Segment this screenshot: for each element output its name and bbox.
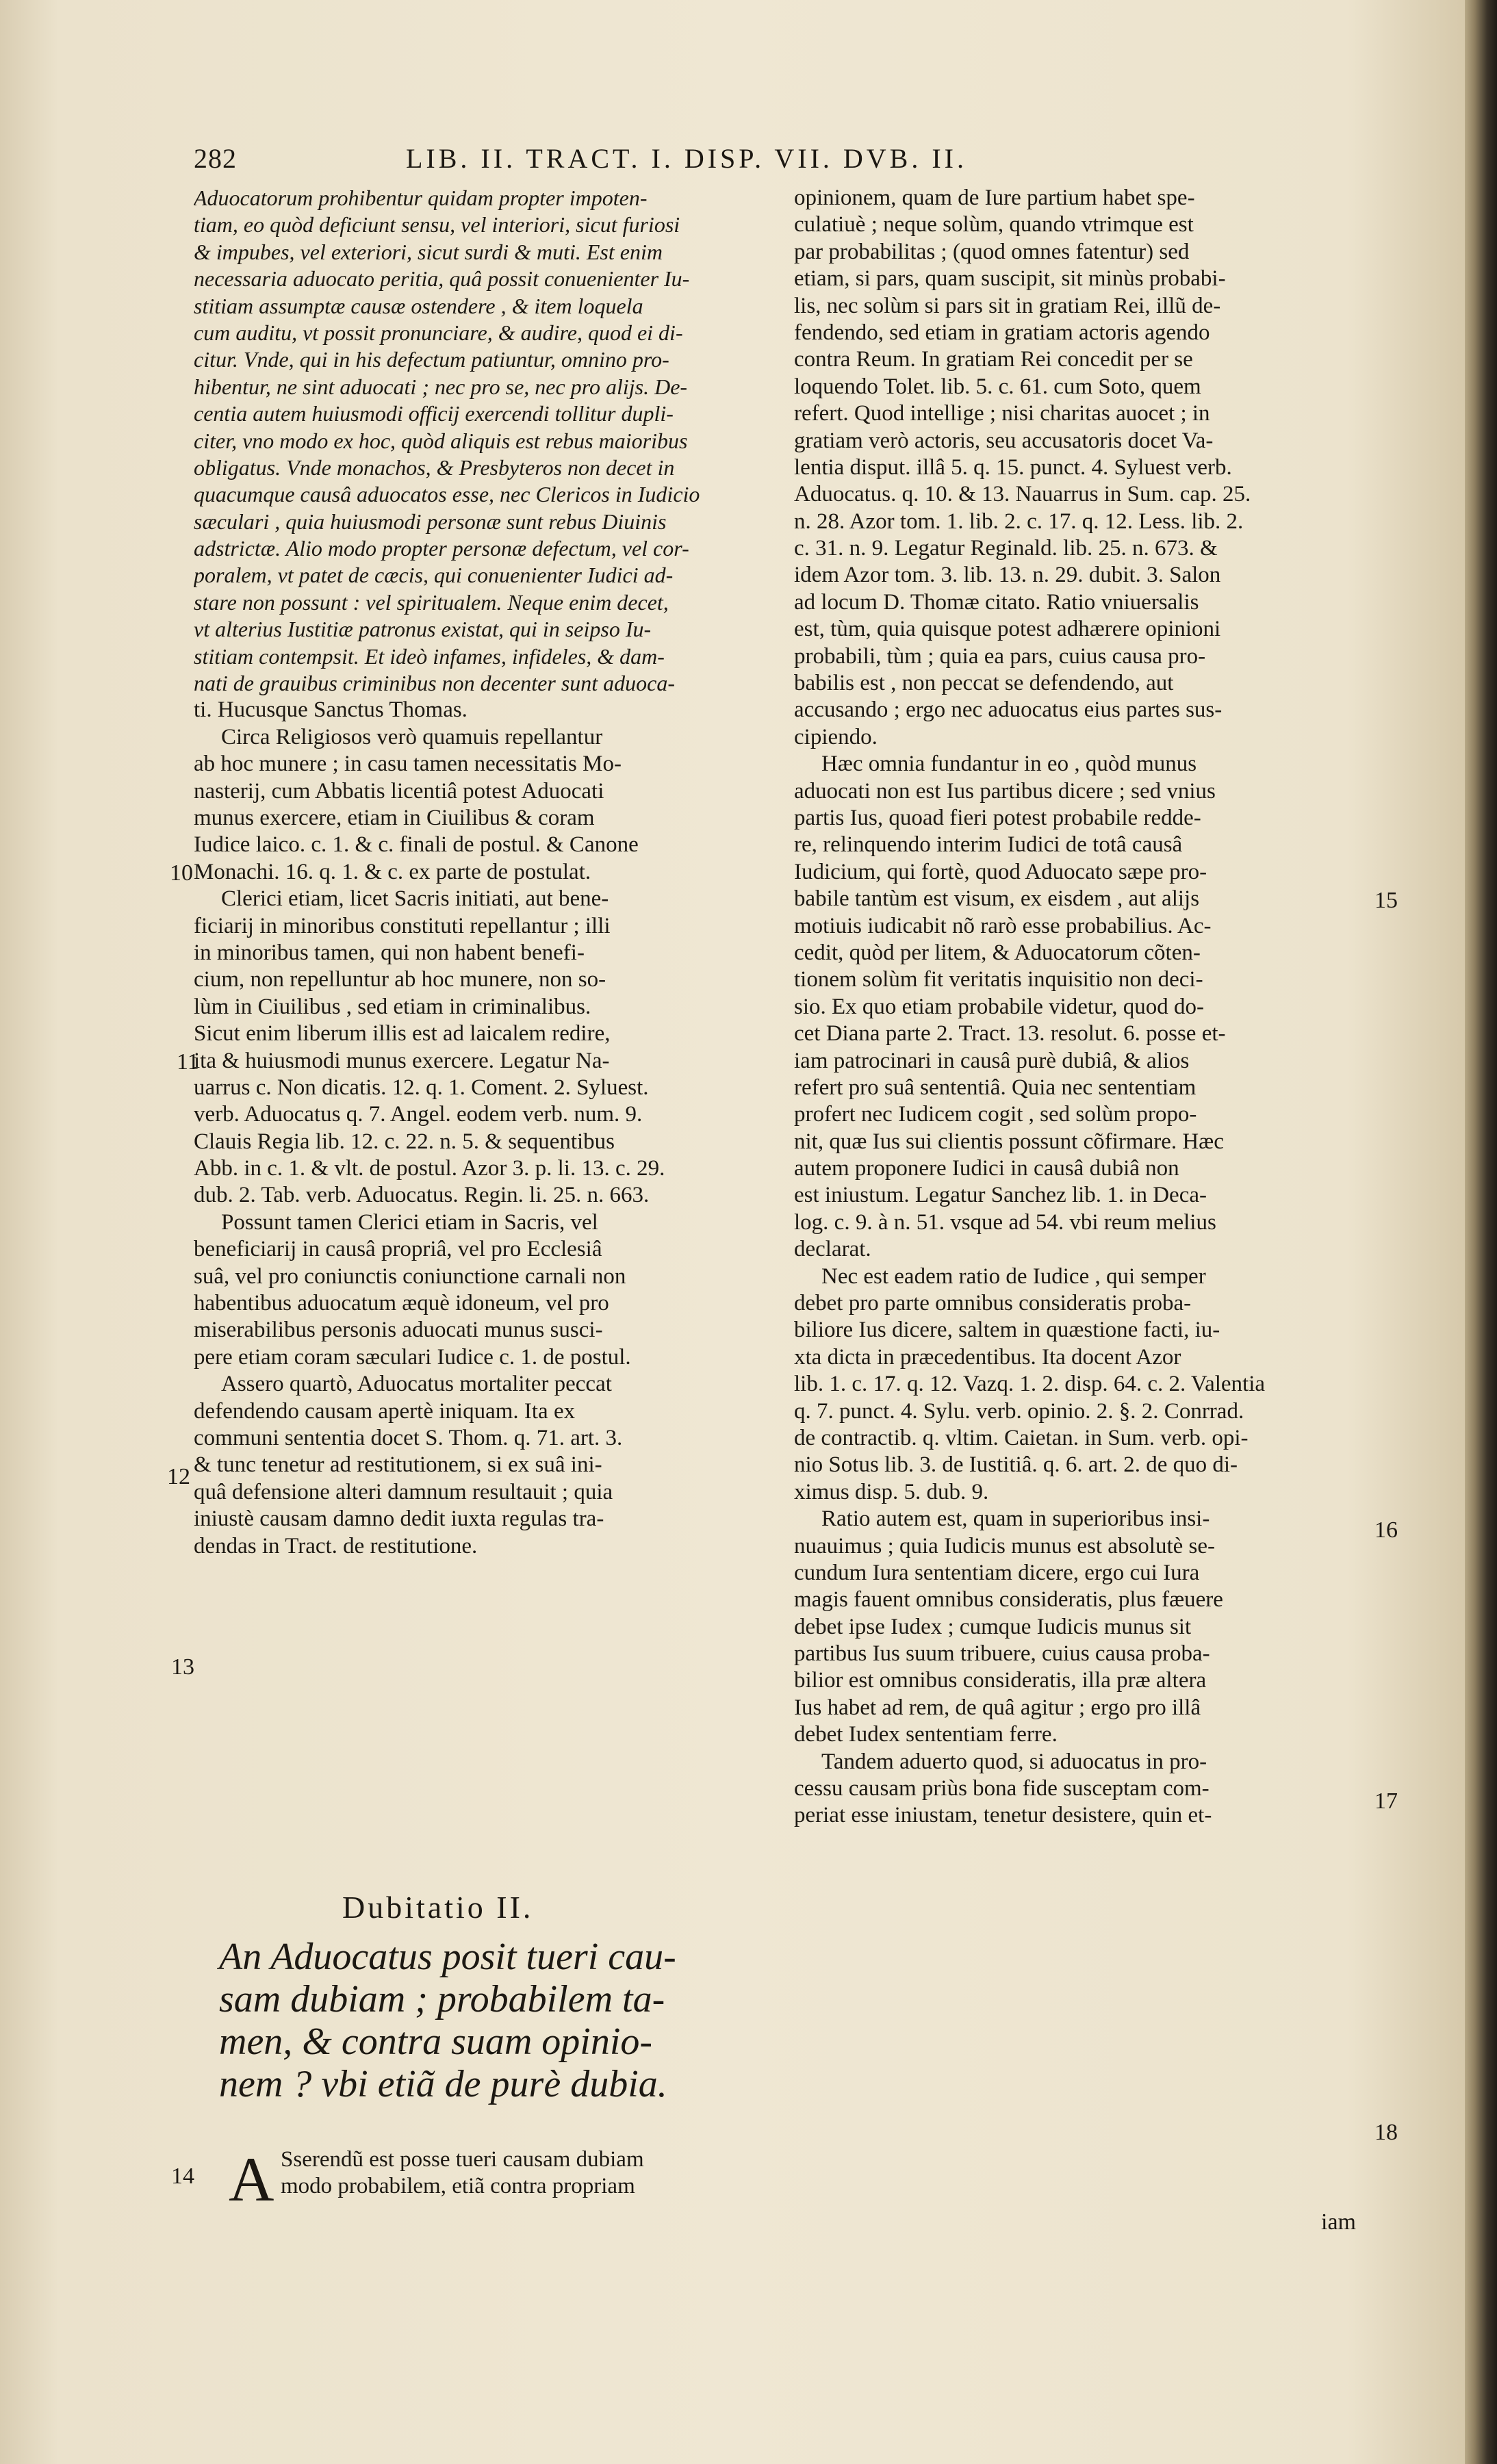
text-line: cum auditu, vt possit pronunciare, & audire, quod ei di- <box>194 320 683 345</box>
text-line: idem Azor tom. 3. lib. 13. n. 29. dubit. 3. Salon <box>794 563 1221 588</box>
text-line: poralem, vt patet de cæcis, qui conuenienter Iudici ad- <box>194 563 674 588</box>
left-column-text <box>194 185 769 1560</box>
text-line: lùm in Ciuilibus , sed etiam in criminalibus. <box>194 994 591 1019</box>
text-line: cium, non repelluntur ab hoc munere, non so- <box>194 967 606 992</box>
text-line: & impubes, vel exteriori, sicut surdi & muti. Est enim <box>194 239 663 264</box>
marginal-number: 17 <box>1374 1788 1398 1814</box>
text-line: q. 7. punct. 4. Sylu. verb. opinio. 2. §. 2. Conrrad. <box>794 1398 1244 1424</box>
text-line: Clauis Regia lib. 12. c. 22. n. 5. & sequentibus <box>194 1129 615 1154</box>
text-line: dub. 2. Tab. verb. Aduocatus. Regin. li. 25. n. 663. <box>194 1183 650 1208</box>
text-line: motiuis iudicabit nõ rarò esse probabilius. Ac- <box>794 913 1212 938</box>
text-line: biliore Ius dicere, saltem in quæstione facti, iu- <box>794 1318 1220 1343</box>
text-line: necessaria aduocato peritia, quâ possit conuenienter Iu- <box>194 266 690 292</box>
marginal-number: 18 <box>1374 2120 1398 2145</box>
text-line: uarrus c. Non dicatis. 12. q. 1. Coment. 2. Syluest. <box>194 1075 649 1100</box>
text-line: ab hoc munere ; in casu tamen necessitatis Mo- <box>194 752 622 777</box>
text-line: Nec est eadem ratio de Iudice , qui semper <box>821 1263 1206 1289</box>
text-line: quacumque causâ aduocatos esse, nec Clericos in Iudicio <box>194 482 700 507</box>
text-line: nio Sotus lib. 3. de Iustitiâ. q. 6. art. 2. de quo di- <box>794 1452 1238 1478</box>
text-line: Iudicium, qui fortè, quod Aduocato sæpe pro- <box>794 859 1207 884</box>
text-line: est, tùm, quia quisque potest adhærere opinioni <box>794 617 1221 642</box>
text-line: vt alterius Iustitiæ patronus existat, qui in seipso Iu- <box>194 617 652 642</box>
text-line: Hæc omnia fundantur in eo , quòd munus <box>821 752 1197 777</box>
text-line: Iudice laico. c. 1. & c. finali de postul. & Canone <box>194 832 639 858</box>
running-header <box>194 142 1152 183</box>
text-line: magis fauent omnibus consideratis, plus fæuere <box>794 1587 1223 1613</box>
text-line: iam patrocinari in causâ purè dubiâ, & alios <box>794 1048 1190 1073</box>
text-line: Aduocatus. q. 10. & 13. Nauarrus in Sum. cap. 25. <box>794 482 1251 507</box>
text-line: debet Iudex sententiam ferre. <box>794 1722 1058 1747</box>
text-line: cipiendo. <box>794 724 878 749</box>
text-line: cessu causam priùs bona fide susceptam com- <box>794 1776 1210 1801</box>
text-line: xta dicta in præcedentibus. Ita docent Azor <box>794 1344 1181 1370</box>
text-line: lentia disput. illâ 5. q. 15. punct. 4. Syluest verb. <box>794 454 1232 480</box>
text-line: nuauimus ; quia Iudicis munus est absolutè se- <box>794 1533 1215 1558</box>
marginal-number: 14 <box>171 2164 194 2189</box>
text-line: partis Ius, quoad fieri potest probabile redde- <box>794 805 1201 830</box>
text-line: est iniustum. Legatur Sanchez lib. 1. in Deca- <box>794 1183 1207 1208</box>
text-line: bilior est omnibus consideratis, illa præ altera <box>794 1668 1207 1693</box>
paragraph-14-text <box>281 2146 780 2200</box>
text-line: adstrictæ. Alio modo propter personæ defectum, vel cor- <box>194 536 689 561</box>
text-line: Tandem aduerto quod, si aduocatus in pro- <box>821 1749 1207 1774</box>
text-line: dendas in Tract. de restitutione. <box>194 1533 478 1558</box>
text-line: ad locum D. Thomæ citato. Ratio vniuersalis <box>794 589 1199 615</box>
text-line: declarat. <box>794 1237 871 1262</box>
text-line: c. 31. n. 9. Legatur Reginald. lib. 25. n. 673. & <box>794 536 1218 561</box>
page-number: 282 <box>194 143 237 174</box>
marginal-number: 12 <box>167 1464 190 1489</box>
drop-cap: A <box>229 2144 274 2214</box>
question-line: nem ? vbi etiã de purè dubia. <box>219 2063 667 2105</box>
text-line: Aduocatorum prohibentur quidam propter impoten- <box>194 185 648 210</box>
text-line: culatiuè ; neque solùm, quando vtrimque est <box>794 212 1194 238</box>
marginal-number: 16 <box>1374 1517 1398 1543</box>
text-line: sio. Ex quo etiam probabile videtur, quod do- <box>794 994 1204 1019</box>
text-line: ficiarij in minoribus constituti repellantur ; illi <box>194 913 611 938</box>
text-line: stare non possunt : vel spiritualem. Neque enim decet, <box>194 589 669 615</box>
text-line: nasterij, cum Abbatis licentiâ potest Aduocati <box>194 778 604 804</box>
text-line: accusando ; ergo nec aduocatus eius partes sus- <box>794 697 1223 723</box>
marginal-number: 10 <box>170 860 193 886</box>
text-line: Sicut enim liberum illis est ad laicalem redire, <box>194 1021 611 1047</box>
text-line: ita & huiusmodi munus exercere. Legatur Na- <box>194 1048 610 1073</box>
text-line: ximus disp. 5. dub. 9. <box>794 1479 989 1504</box>
text-line: Monachi. 16. q. 1. & c. ex parte de postulat. <box>194 859 591 884</box>
text-line: stitiam assumptæ causæ ostendere , & item loquela <box>194 293 643 318</box>
marginal-number: 13 <box>171 1654 194 1680</box>
text-line: verb. Aduocatus q. 7. Angel. eodem verb. num. 9. <box>194 1102 643 1127</box>
text-line: obligatus. Vnde monachos, & Presbyteros non decet in <box>194 454 675 480</box>
text-line: refert pro suâ sententiâ. Quia nec sententiam <box>794 1075 1197 1100</box>
text-line: profert nec Iudicem cogit , sed solùm propo- <box>794 1102 1197 1127</box>
marginal-number: 15 <box>1374 888 1398 913</box>
text-line: debet ipse Iudex ; cumque Iudicis munus sit <box>794 1614 1192 1639</box>
text-line: ti. Hucusque Sanctus Thomas. <box>194 697 468 723</box>
text-line: & tunc tenetur ad restitutionem, si ex suâ ini- <box>194 1452 602 1478</box>
text-line: munus exercere, etiam in Ciuilibus & coram <box>194 805 595 830</box>
text-line: Ratio autem est, quam in superioribus insi- <box>821 1506 1210 1532</box>
text-line: fendendo, sed etiam in gratiam actoris agendo <box>794 320 1210 345</box>
text-line: de contractib. q. vltim. Caietan. in Sum. verb. opi- <box>794 1425 1249 1450</box>
text-line: par probabilitas ; (quod omnes fatentur) sed <box>794 239 1190 264</box>
text-line: aduocati non est Ius partibus dicere ; sed vnius <box>794 778 1216 804</box>
running-head-title: LIB. II. TRACT. I. DISP. VII. DVB. II. <box>406 143 967 174</box>
text-line: citer, vno modo ex hoc, quòd aliquis est rebus maioribus <box>194 428 688 453</box>
text-line: stitiam contempsit. Et ideò infames, infideles, & dam- <box>194 643 665 669</box>
text-line: Clerici etiam, licet Sacris initiati, aut bene- <box>221 886 609 912</box>
text-line: lis, nec solùm si pars sit in gratiam Rei, illũ de- <box>794 293 1221 318</box>
text-line: nati de grauibus criminibus non decenter sunt aduoca- <box>194 671 676 696</box>
text-line: debet pro parte omnibus consideratis proba- <box>794 1291 1192 1316</box>
text-line: tiam, eo quòd deficiunt sensu, vel interiori, sicut furiosi <box>194 212 680 238</box>
text-line: Possunt tamen Clerici etiam in Sacris, vel <box>221 1209 598 1235</box>
text-line: gratiam verò actoris, seu accusatoris docet Va- <box>794 428 1214 453</box>
text-line: sæculari , quia huiusmodi personæ sunt rebus Diuinis <box>194 509 667 534</box>
text-line: Assero quartò, Aduocatus mortaliter peccat <box>221 1372 612 1397</box>
text-line: re, relinquendo interim Iudici de totâ causâ <box>794 832 1183 858</box>
text-line: defendendo causam apertè iniquam. Ita ex <box>194 1398 576 1424</box>
text-line: habentibus aduocatum æquè idoneum, vel pro <box>194 1291 609 1316</box>
text-line: suâ, vel pro coniunctis coniunctione carnali non <box>194 1263 626 1289</box>
text-line: opinionem, quam de Iure partium habet spe- <box>794 185 1195 210</box>
right-column-text <box>794 185 1368 1830</box>
marginal-number: 11 <box>177 1049 199 1075</box>
text-line: centia autem huiusmodi officij exercendi tollitur dupli- <box>194 401 674 426</box>
text-line: lib. 1. c. 17. q. 12. Vazq. 1. 2. disp. 64. c. 2. Valentia <box>794 1372 1266 1397</box>
question-line: men, & contra suam opinio- <box>219 2020 653 2063</box>
text-line: n. 28. Azor tom. 1. lib. 2. c. 17. q. 12. Less. lib. 2. <box>794 509 1244 534</box>
text-line: modo probabilem, etiã contra propriam <box>281 2174 635 2199</box>
text-line: citur. Vnde, qui in his defectum patiuntur, omnino pro- <box>194 347 669 372</box>
text-line: loquendo Tolet. lib. 5. c. 61. cum Soto, quem <box>794 374 1201 399</box>
text-line: hibentur, ne sint aduocati ; nec pro se, nec pro alijs. De- <box>194 374 688 399</box>
text-line: babile tantùm est visum, ex eisdem , aut alijs <box>794 886 1200 912</box>
text-line: quâ defensione alteri damnum resultauit ; quia <box>194 1479 613 1504</box>
text-line: Abb. in c. 1. & vlt. de postul. Azor 3. p. li. 13. c. 29. <box>194 1156 665 1181</box>
text-line: cet Diana parte 2. Tract. 13. resolut. 6. posse et- <box>794 1021 1226 1047</box>
dubitatio-heading: Dubitatio II. <box>342 1890 534 1925</box>
text-line: Ius habet ad rem, de quâ agitur ; ergo pro illâ <box>794 1695 1201 1720</box>
question-line: sam dubiam ; probabilem ta- <box>219 1978 665 2020</box>
text-line: cedit, quòd per litem, & Aduocatorum cõten- <box>794 940 1201 965</box>
text-line: periat esse iniustam, tenetur desistere, quin et- <box>794 1803 1212 1828</box>
text-line: Circa Religiosos verò quamuis repellantur <box>221 724 603 749</box>
text-line: etiam, si pars, quam suscipit, sit minùs probabi- <box>794 266 1226 292</box>
text-line: contra Reum. In gratiam Rei concedit per se <box>794 347 1193 372</box>
text-line: log. c. 9. à n. 51. vsque ad 54. vbi reum melius <box>794 1209 1216 1235</box>
book-gutter-shadow <box>1465 0 1497 2464</box>
text-line: autem proponere Iudici in causâ dubiâ non <box>794 1156 1179 1181</box>
question-line: An Aduocatus posit tueri cau- <box>219 1936 676 1978</box>
text-line: Sserendũ est posse tueri causam dubiam <box>281 2147 644 2172</box>
text-line: nit, quæ Ius sui clientis possunt cõfirmare. Hæc <box>794 1129 1224 1154</box>
catchword: iam <box>1321 2209 1356 2235</box>
text-line: partibus Ius suum tribuere, cuius causa proba- <box>794 1641 1210 1667</box>
text-line: in minoribus tamen, qui non habent benefi- <box>194 940 585 965</box>
text-line: beneficiarij in causâ propriâ, vel pro Ecclesiâ <box>194 1237 602 1262</box>
text-line: refert. Quod intellige ; nisi charitas auocet ; in <box>794 401 1210 426</box>
text-line: iniustè causam damno dedit iuxta regulas tra- <box>194 1506 604 1532</box>
text-line: cundum Iura sententiam dicere, ergo cui Iura <box>794 1560 1200 1585</box>
text-line: communi sententia docet S. Thom. q. 71. art. 3. <box>194 1425 623 1450</box>
text-line: tionem solùm fit veritatis inquisitio non deci- <box>794 967 1203 992</box>
text-line: miserabilibus personis aduocati munus susci- <box>194 1318 603 1343</box>
text-line: probabili, tùm ; quia ea pars, cuius causa pro- <box>794 643 1206 669</box>
dubitatio-question <box>219 1936 780 2105</box>
text-line: pere etiam coram sæculari Iudice c. 1. de postul. <box>194 1344 631 1370</box>
text-line: babilis est , non peccat se defendendo, aut <box>794 671 1174 696</box>
